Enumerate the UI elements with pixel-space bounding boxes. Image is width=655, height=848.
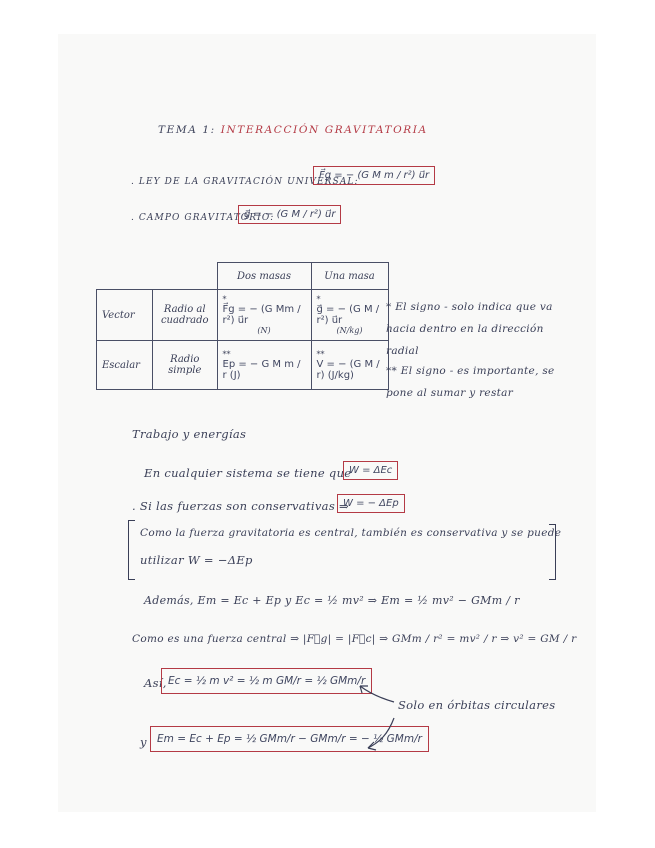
arrow-icon (340, 678, 400, 768)
field-vector-formula: g⃗ = − (G M / r²) u⃗r (316, 304, 380, 326)
footnote-mark: ** (222, 349, 231, 359)
line-conservative: . Si las fuerzas son conservativas ⇒ (132, 499, 349, 513)
side-note-2: ** El signo - es importante, se pone al sumar y restar (386, 365, 555, 399)
campo-formula-box: g⃗ = − (G M / r²) u⃗r (238, 205, 341, 224)
header-one-mass: Una masa (311, 263, 388, 290)
empty-cell (153, 263, 218, 290)
asi-label: Así, (144, 676, 167, 690)
y-label: y (140, 735, 147, 749)
campo-label: . CAMPO GRAVITATORIO: (131, 213, 275, 223)
row-type: Escalar (97, 341, 153, 390)
cell-two-masses (217, 290, 311, 341)
left-bracket (128, 520, 135, 580)
side-note-1: * El signo - solo indica que va hacia dentro en la dirección radial (386, 301, 553, 357)
work-potential-box: W = − ΔEp (337, 494, 405, 513)
central-force-note: Como la fuerza gravitatoria es central, también es conservativa y se puede (140, 527, 562, 539)
row-type: Vector (97, 290, 153, 341)
potential-energy-formula: Ep = − G M m / r (J) (222, 358, 301, 381)
title-topic: INTERACCIÓN GRAVITATORIA (220, 124, 428, 136)
work-kinetic-box: W = ΔEc (343, 461, 398, 480)
row-dependence: Radio al cuadrado (153, 290, 218, 341)
potential-formula: V = − (G M / r) (J/kg) (316, 358, 380, 381)
empty-cell (97, 263, 153, 290)
page-title (158, 124, 428, 136)
line-any-system: En cualquier sistema se tiene que (144, 466, 352, 480)
comparison-table (96, 262, 389, 390)
mechanical-energy-box: Em = Ec + Ep = ½ GMm/r − GMm/r = − ½ GMm/r (150, 726, 429, 752)
central-force-note-2: utilizar W = −ΔEp (140, 553, 253, 567)
cell-one-mass (311, 290, 388, 341)
cell-two-masses (217, 341, 311, 390)
unit-label: (N) (257, 326, 271, 335)
footnote-mark: * (316, 295, 321, 304)
title-prefix: TEMA 1: (158, 124, 216, 136)
central-force-equality-line: Como es una fuerza central ⇒ |F⃗g| = |F⃗c| ⇒ GMm / r² = mv² / r ⇒ v² = GM / r (132, 633, 577, 645)
footnote-mark: ** (316, 349, 325, 359)
mechanical-energy-line: Además, Em = Ec + Ep y Ec = ½ mv² ⇒ Em = ½ mv² − GMm / r (144, 594, 520, 607)
section-heading: Trabajo y energías (132, 427, 247, 441)
table-header-row (97, 263, 389, 290)
row-dependence: Radio simple (153, 341, 218, 390)
unit-label: (N/kg) (336, 326, 363, 335)
notebook-page (58, 34, 596, 812)
ley-label: . LEY DE LA GRAVITACIÓN UNIVERSAL: (131, 177, 359, 187)
ley-formula-box: F⃗g = − (G M m / r²) u⃗r (313, 166, 435, 185)
table-row (97, 290, 389, 341)
force-vector-formula: F⃗g = − (G Mm / r²) u⃗r (222, 304, 301, 326)
kinetic-energy-box: Ec = ½ m v² = ½ m GM/r = ½ GMm/r (161, 668, 372, 694)
circular-orbits-annotation: Solo en órbitas circulares (398, 698, 556, 712)
cell-one-mass (311, 341, 388, 390)
header-two-masses: Dos masas (217, 263, 311, 290)
table-row (97, 341, 389, 390)
footnote-mark: * (222, 295, 227, 304)
